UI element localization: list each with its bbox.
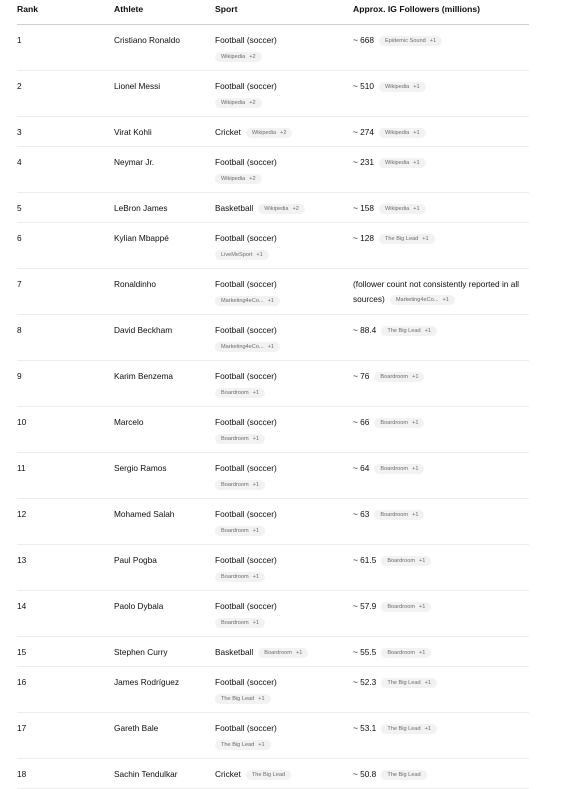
rank-cell-text: 17 — [17, 723, 27, 733]
source-name: The Big Lead — [221, 742, 255, 748]
source-name: Boardroom — [387, 604, 415, 610]
source-name: Wikipedia — [264, 206, 289, 212]
rank-cell-text: 6 — [17, 233, 22, 243]
sport-cell — [215, 407, 353, 452]
sport-cell — [215, 545, 353, 590]
rank-cell — [17, 667, 114, 712]
athlete-cell-text: Stephen Curry — [114, 647, 168, 657]
source-more-count: +1 — [252, 620, 260, 626]
source-more-count: +1 — [252, 390, 260, 396]
source-more-count: +1 — [424, 680, 431, 686]
sport-cell-text: Basketball — [215, 647, 254, 657]
source-more-count: +1 — [412, 512, 419, 518]
followers-cell-text: ~ 510 — [353, 81, 374, 91]
rank-cell — [17, 71, 114, 116]
source-more-count: +2 — [292, 206, 299, 212]
followers-cell — [353, 759, 529, 788]
sport-cell-text: Football (soccer) — [215, 279, 277, 289]
source-citation-pill[interactable] — [258, 204, 305, 214]
followers-cell — [353, 499, 529, 544]
source-citation-pill[interactable] — [215, 98, 262, 108]
followers-cell — [353, 667, 529, 712]
source-more-count: +1 — [422, 236, 429, 242]
source-more-count: +1 — [413, 130, 420, 136]
athlete-cell — [114, 147, 215, 192]
source-name: Boardroom — [380, 512, 409, 518]
athlete-cell — [114, 223, 215, 268]
athlete-cell-text: Neymar Jr. — [114, 157, 155, 167]
followers-cell-text: (follower count not consistently reported in all sources) — [353, 279, 520, 304]
athlete-cell — [114, 453, 215, 498]
followers-cell — [353, 407, 529, 452]
followers-cell — [353, 545, 529, 590]
athlete-cell-text: Marcelo — [114, 417, 144, 427]
followers-cell-text: ~ 158 — [353, 203, 374, 213]
header-rank: Rank — [17, 4, 39, 14]
rank-cell-text: 13 — [17, 555, 27, 565]
sport-cell-text: Football (soccer) — [215, 81, 277, 91]
athlete-cell — [114, 269, 215, 314]
rank-cell — [17, 637, 114, 666]
athlete-cell-text: James Rodríguez — [114, 677, 180, 687]
sport-cell-text: Football (soccer) — [215, 463, 277, 473]
source-citation-pill[interactable] — [215, 174, 262, 184]
source-name: Boardroom — [221, 620, 249, 626]
athlete-cell-text: Paul Pogba — [114, 555, 157, 565]
sport-cell — [215, 453, 353, 498]
source-citation-pill[interactable] — [379, 128, 426, 138]
source-more-count: +1 — [413, 206, 420, 212]
followers-cell-text: ~ 88.4 — [353, 325, 377, 335]
followers-cell-text: ~ 231 — [353, 157, 374, 167]
source-citation-pill[interactable] — [390, 295, 455, 305]
followers-cell-text: ~ 63 — [353, 509, 370, 519]
followers-cell — [353, 147, 529, 192]
sport-cell — [215, 637, 353, 666]
athlete-cell-text: Karim Benzema — [114, 371, 174, 381]
sport-cell-text: Football (soccer) — [215, 723, 277, 733]
source-more-count: +1 — [256, 252, 263, 258]
source-more-count: +1 — [418, 558, 426, 564]
followers-cell-text: ~ 55.5 — [353, 647, 377, 657]
table-row — [17, 147, 529, 193]
source-citation-pill[interactable] — [215, 480, 265, 490]
sport-cell — [215, 223, 353, 268]
source-name: Boardroom — [387, 558, 415, 564]
source-citation-pill[interactable] — [215, 250, 269, 260]
source-more-count: +1 — [413, 84, 420, 90]
source-name: The Big Lead — [221, 696, 255, 702]
source-name: The Big Lead — [387, 772, 421, 778]
athlete-cell-text: Ronaldinho — [114, 279, 156, 289]
rank-cell — [17, 147, 114, 192]
table-row — [17, 637, 529, 667]
table-body — [17, 25, 529, 789]
athlete-cell-text: LeBron James — [114, 203, 168, 213]
athlete-cell-text: Paolo Dybala — [114, 601, 164, 611]
athlete-cell — [114, 637, 215, 666]
athlete-cell-text: Kylian Mbappé — [114, 233, 169, 243]
source-citation-pill[interactable] — [379, 204, 426, 214]
source-citation-pill[interactable] — [374, 464, 424, 474]
rank-cell-text: 5 — [17, 203, 22, 213]
rank-cell — [17, 759, 114, 788]
athlete-cell — [114, 25, 215, 70]
source-name: The Big Lead — [385, 236, 419, 242]
source-name: Wikipedia — [385, 206, 410, 212]
sport-cell-text: Football (soccer) — [215, 555, 277, 565]
source-more-count: +1 — [424, 726, 431, 732]
table-row — [17, 71, 529, 117]
source-citation-pill[interactable] — [258, 648, 308, 658]
followers-cell — [353, 713, 529, 758]
source-name: Epidemic Sound — [385, 38, 426, 44]
sport-cell — [215, 117, 353, 146]
sport-cell — [215, 499, 353, 544]
table-row — [17, 223, 529, 269]
athlete-cell — [114, 315, 215, 360]
source-citation-pill[interactable] — [381, 678, 437, 688]
followers-cell-text: ~ 53.1 — [353, 723, 377, 733]
athlete-cell-text: Sergio Ramos — [114, 463, 167, 473]
source-citation-pill[interactable] — [215, 296, 280, 306]
source-name: Boardroom — [221, 482, 249, 488]
source-more-count: +2 — [249, 54, 256, 60]
followers-cell — [353, 71, 529, 116]
sport-cell-text: Football (soccer) — [215, 157, 277, 167]
sport-cell — [215, 361, 353, 406]
sport-cell — [215, 269, 353, 314]
rank-cell — [17, 315, 114, 360]
sport-cell-text: Cricket — [215, 127, 241, 137]
source-more-count: +1 — [252, 436, 260, 442]
rank-cell — [17, 713, 114, 758]
source-name: Wikipedia — [221, 54, 246, 60]
table-row — [17, 361, 529, 407]
rank-cell-text: 2 — [17, 81, 22, 91]
followers-cell — [353, 223, 529, 268]
table-row — [17, 117, 529, 147]
source-more-count: +1 — [424, 328, 431, 334]
athlete-cell-text: Gareth Bale — [114, 723, 159, 733]
athlete-cell — [114, 591, 215, 636]
athlete-cell — [114, 545, 215, 590]
table-row — [17, 193, 529, 223]
sport-cell-text: Football (soccer) — [215, 233, 277, 243]
athlete-cell-text: Mohamed Salah — [114, 509, 175, 519]
source-citation-pill[interactable] — [215, 52, 262, 62]
source-name: Wikipedia — [385, 84, 410, 90]
source-more-count: +1 — [442, 297, 449, 303]
source-citation-pill[interactable] — [381, 648, 431, 658]
table-row — [17, 269, 529, 315]
sport-cell-text: Football (soccer) — [215, 325, 277, 335]
sport-cell — [215, 193, 353, 222]
athlete-cell — [114, 407, 215, 452]
athlete-cell — [114, 759, 215, 788]
header-athlete: Athlete — [114, 4, 144, 14]
source-more-count: +1 — [295, 650, 303, 656]
athlete-cell — [114, 117, 215, 146]
sport-cell-text: Basketball — [215, 203, 254, 213]
source-name: Wikipedia — [221, 100, 246, 106]
table-row — [17, 453, 529, 499]
sport-cell-text: Football (soccer) — [215, 371, 277, 381]
sport-cell — [215, 667, 353, 712]
table-row — [17, 315, 529, 361]
source-citation-pill[interactable] — [246, 128, 293, 138]
followers-cell — [353, 269, 529, 314]
header-sport: Sport — [215, 4, 238, 14]
source-citation-pill[interactable] — [374, 510, 424, 520]
source-citation-pill[interactable] — [215, 388, 265, 398]
table-row — [17, 407, 529, 453]
source-citation-pill[interactable] — [381, 724, 437, 734]
source-more-count: +1 — [418, 650, 426, 656]
rank-cell-text: 10 — [17, 417, 27, 427]
followers-cell-text: ~ 57.9 — [353, 601, 377, 611]
source-more-count: +1 — [418, 604, 426, 610]
rank-cell — [17, 25, 114, 70]
followers-cell — [353, 193, 529, 222]
sport-cell — [215, 25, 353, 70]
source-name: The Big Lead — [387, 328, 421, 334]
source-name: Wikipedia — [251, 130, 277, 136]
athlete-cell — [114, 667, 215, 712]
sport-cell-text: Football (soccer) — [215, 677, 277, 687]
source-more-count: +1 — [252, 574, 260, 580]
source-name: The Big Lead — [387, 726, 421, 732]
sport-cell — [215, 71, 353, 116]
followers-cell-text: ~ 66 — [353, 417, 370, 427]
source-citation-pill[interactable] — [379, 158, 426, 168]
rank-cell — [17, 407, 114, 452]
sport-cell-text: Football (soccer) — [215, 417, 277, 427]
rank-cell-text: 1 — [17, 35, 22, 45]
followers-cell — [353, 117, 529, 146]
table-row — [17, 667, 529, 713]
rank-cell — [17, 223, 114, 268]
athlete-cell — [114, 193, 215, 222]
source-name: Boardroom — [264, 650, 292, 656]
source-name: Boardroom — [221, 436, 249, 442]
followers-cell-text: ~ 76 — [353, 371, 370, 381]
athlete-cell — [114, 499, 215, 544]
rank-cell — [17, 117, 114, 146]
athlete-cell-text: Sachin Tendulkar — [114, 769, 178, 779]
table-row — [17, 713, 529, 759]
followers-cell — [353, 453, 529, 498]
rank-cell — [17, 591, 114, 636]
source-citation-pill[interactable] — [215, 618, 265, 628]
sport-cell-text: Cricket — [215, 769, 241, 779]
source-name: Marketing4eCo... — [221, 298, 264, 304]
source-name: Wikipedia — [221, 176, 246, 182]
athlete-cell-text: Cristiano Ronaldo — [114, 35, 180, 45]
source-citation-pill[interactable] — [215, 740, 271, 750]
rank-cell-text: 3 — [17, 127, 22, 137]
athlete-cell — [114, 361, 215, 406]
rank-cell-text: 8 — [17, 325, 22, 335]
source-more-count: +1 — [267, 344, 274, 350]
followers-cell-text: ~ 274 — [353, 127, 374, 137]
rank-cell-text: 12 — [17, 509, 27, 519]
followers-cell — [353, 25, 529, 70]
athlete-cell-text: David Beckham — [114, 325, 173, 335]
rank-cell-text: 11 — [17, 463, 26, 473]
source-name: Boardroom — [221, 528, 249, 534]
source-name: Boardroom — [387, 650, 415, 656]
source-more-count: +1 — [413, 160, 420, 166]
sport-cell — [215, 315, 353, 360]
source-citation-pill[interactable] — [215, 572, 265, 582]
header-followers: Approx. IG Followers (millions) — [353, 4, 481, 14]
source-citation-pill[interactable] — [215, 526, 265, 536]
followers-cell — [353, 361, 529, 406]
rank-cell — [17, 499, 114, 544]
source-more-count: +1 — [412, 374, 419, 380]
source-name: Wikipedia — [385, 130, 410, 136]
followers-cell — [353, 315, 529, 360]
sport-cell — [215, 147, 353, 192]
rank-cell-text: 18 — [17, 769, 27, 779]
rank-cell-text: 14 — [17, 601, 27, 611]
source-name: Boardroom — [380, 466, 409, 472]
source-name: The Big Lead — [251, 772, 286, 778]
source-more-count: +1 — [252, 482, 260, 488]
source-more-count: +1 — [252, 528, 260, 534]
source-name: LiveMeSport — [221, 252, 253, 258]
athlete-cell — [114, 71, 215, 116]
rank-cell-text: 15 — [17, 647, 27, 657]
source-name: Marketing4eCo... — [221, 344, 264, 350]
rank-cell — [17, 453, 114, 498]
source-citation-pill[interactable] — [374, 418, 424, 428]
table-row — [17, 25, 529, 71]
followers-cell-text: ~ 50.8 — [353, 769, 377, 779]
athlete-cell-text: Lionel Messi — [114, 81, 161, 91]
source-more-count: +1 — [412, 420, 419, 426]
source-more-count: +1 — [267, 298, 274, 304]
source-more-count: +1 — [412, 466, 419, 472]
source-more-count: +2 — [280, 130, 287, 136]
source-citation-pill[interactable] — [374, 372, 424, 382]
athlete-cell-text: Virat Kohli — [114, 127, 152, 137]
followers-cell-text: ~ 668 — [353, 35, 374, 45]
source-name: Boardroom — [221, 574, 249, 580]
rank-cell — [17, 361, 114, 406]
followers-cell-text: ~ 128 — [353, 233, 374, 243]
source-more-count: +1 — [429, 38, 437, 44]
source-citation-pill[interactable] — [381, 602, 431, 612]
source-citation-pill[interactable] — [215, 694, 271, 704]
source-name: Wikipedia — [385, 160, 410, 166]
athletes-table — [17, 0, 529, 789]
source-more-count: +1 — [258, 742, 265, 748]
source-citation-pill[interactable] — [215, 434, 265, 444]
rank-cell-text: 16 — [17, 677, 27, 687]
followers-cell-text: ~ 52.3 — [353, 677, 377, 687]
sport-cell — [215, 713, 353, 758]
sport-cell-text: Football (soccer) — [215, 509, 277, 519]
followers-cell — [353, 591, 529, 636]
rank-cell — [17, 269, 114, 314]
rank-cell-text: 9 — [17, 371, 22, 381]
sport-cell-text: Football (soccer) — [215, 601, 277, 611]
source-citation-pill[interactable] — [215, 342, 280, 352]
table-row — [17, 591, 529, 637]
rank-cell — [17, 193, 114, 222]
source-name: Boardroom — [221, 390, 249, 396]
rank-cell — [17, 545, 114, 590]
followers-cell-text: ~ 61.5 — [353, 555, 377, 565]
source-more-count: +1 — [258, 696, 265, 702]
athlete-cell — [114, 713, 215, 758]
sport-cell — [215, 591, 353, 636]
sport-cell-text: Football (soccer) — [215, 35, 277, 45]
sport-cell — [215, 759, 353, 788]
source-name: Boardroom — [380, 420, 409, 426]
source-citation-pill[interactable] — [381, 326, 437, 336]
source-name: Boardroom — [380, 374, 409, 380]
table-row — [17, 499, 529, 545]
source-more-count: +2 — [249, 176, 256, 182]
followers-cell — [353, 637, 529, 666]
source-citation-pill[interactable] — [379, 234, 435, 244]
source-name: The Big Lead — [387, 680, 421, 686]
source-citation-pill[interactable] — [381, 556, 431, 566]
source-name: Marketing4eCo... — [395, 297, 439, 303]
source-citation-pill[interactable] — [379, 36, 442, 46]
source-citation-pill[interactable] — [381, 770, 426, 780]
source-citation-pill[interactable] — [246, 770, 291, 780]
source-more-count: +2 — [249, 100, 256, 106]
table-header — [17, 0, 529, 25]
table-row — [17, 545, 529, 591]
rank-cell-text: 4 — [17, 157, 22, 167]
rank-cell-text: 7 — [17, 279, 22, 289]
source-citation-pill[interactable] — [379, 82, 426, 92]
followers-cell-text: ~ 64 — [353, 463, 370, 473]
